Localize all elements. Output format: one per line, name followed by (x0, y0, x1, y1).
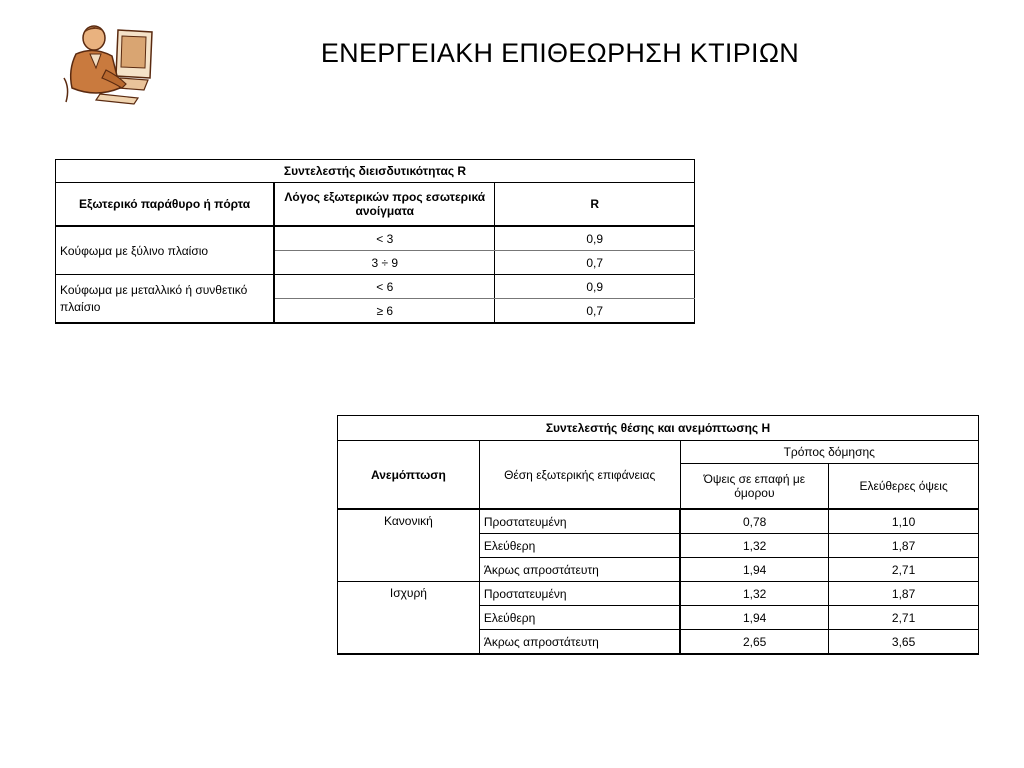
cell-position: Προστατευμένη (479, 509, 680, 534)
cell-free: 1,10 (829, 509, 979, 534)
cell-r: 0,9 (495, 275, 695, 299)
column-header-attached: Όψεις σε επαφή με όμορου (680, 464, 829, 510)
row-group-label: Κανονική (338, 509, 480, 582)
table-row (338, 582, 979, 606)
row-group-label: Κούφωμα με ξύλινο πλαίσιο (56, 226, 275, 275)
penetration-coefficient-table (55, 159, 695, 324)
cell-attached: 1,94 (680, 606, 829, 630)
cell-position: Άκρως απροστάτευτη (479, 630, 680, 655)
cell-r: 0,9 (495, 226, 695, 251)
cell-ratio: < 6 (274, 275, 495, 299)
column-header-exposure: Ανεμόπτωση (338, 441, 480, 510)
cell-ratio: ≥ 6 (274, 299, 495, 324)
column-header-construction: Τρόπος δόμησης (680, 441, 978, 464)
row-group-label: Κούφωμα με μεταλλικό ή συνθετικό πλαίσιο (56, 275, 275, 324)
cell-attached: 1,32 (680, 582, 829, 606)
cell-free: 1,87 (829, 582, 979, 606)
cell-ratio: < 3 (274, 226, 495, 251)
cell-ratio: 3 ÷ 9 (274, 251, 495, 275)
column-header-opening: Εξωτερικό παράθυρο ή πόρτα (56, 183, 275, 227)
table-row (56, 226, 695, 251)
column-header-ratio: Λόγος εξωτερικών προς εσωτερικά ανοίγματα (274, 183, 495, 227)
cell-position: Ελεύθερη (479, 606, 680, 630)
column-header-position: Θέση εξωτερικής επιφάνειας (479, 441, 680, 510)
cell-attached: 1,94 (680, 558, 829, 582)
cell-attached: 1,32 (680, 534, 829, 558)
cell-position: Ελεύθερη (479, 534, 680, 558)
slide-title: ΕΝΕΡΓΕΙΑΚΗ ΕΠΙΘΕΩΡΗΣΗ ΚΤΙΡΙΩΝ (320, 38, 800, 68)
table-row (338, 509, 979, 534)
cell-attached: 2,65 (680, 630, 829, 655)
cell-free: 2,71 (829, 558, 979, 582)
column-header-free: Ελεύθερες όψεις (829, 464, 979, 510)
row-group-label: Ισχυρή (338, 582, 480, 655)
table-caption: Συντελεστής θέσης και ανεμόπτωσης H (338, 416, 979, 441)
person-at-computer-clipart (60, 18, 160, 108)
cell-attached: 0,78 (680, 509, 829, 534)
cell-r: 0,7 (495, 299, 695, 324)
cell-free: 2,71 (829, 606, 979, 630)
column-header-r: R (495, 183, 695, 227)
cell-free: 1,87 (829, 534, 979, 558)
table-row (56, 275, 695, 299)
cell-free: 3,65 (829, 630, 979, 655)
wind-exposure-coefficient-table (337, 415, 979, 655)
cell-r: 0,7 (495, 251, 695, 275)
table-caption: Συντελεστής διεισδυτικότητας R (56, 160, 695, 183)
cell-position: Προστατευμένη (479, 582, 680, 606)
cell-position: Άκρως απροστάτευτη (479, 558, 680, 582)
